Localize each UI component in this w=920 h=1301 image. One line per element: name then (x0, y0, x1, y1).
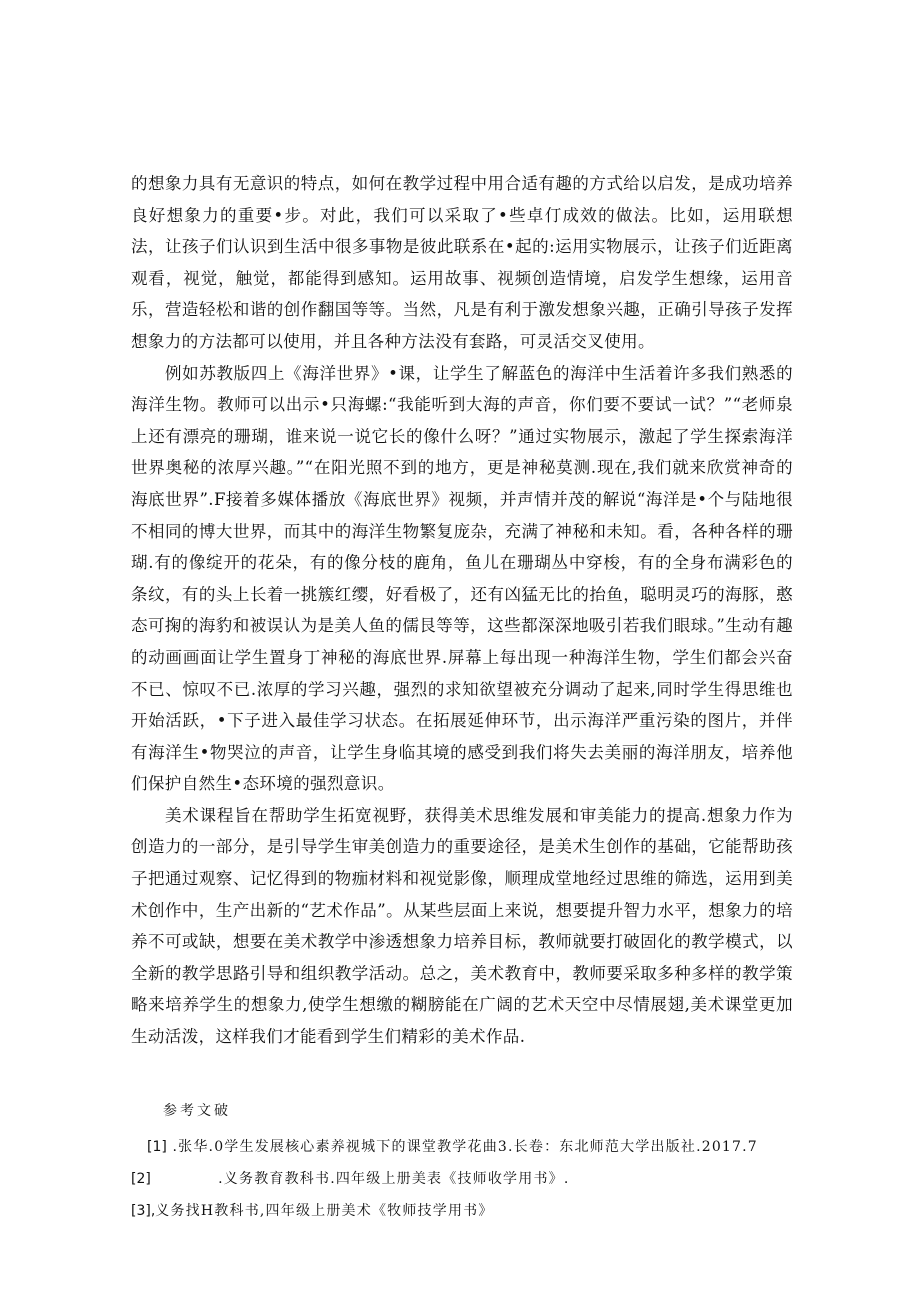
reference-item-1 (147, 1136, 758, 1156)
reference-item-3 (131, 1200, 494, 1220)
reference-text: .义务教育教科书.四年级上册美表《技师收学用书》. (218, 1171, 570, 1187)
paragraph-2: 例如苏教版四上《海洋世界》•课，让学生了解蓝色的海洋中生活着许多我们熟悉的海洋生物。教师可以出示•只海螺:“我能听到大海的声音，你们要不要试一试？”“老师泉上还有漂亮的珊瑚，谁来说一说它长的像什么呀？”通过实物展示，激起了学生探索海洋世界奥秘的浓厚兴趣。”“在阳光照不到的地方，更是神秘莫测.现在,我们就来欣赏神奇的海底世界”.F接着多媒体播放《海底世界》视频，并声情并茂的解说“海洋是•个与陆地很不相同的博大世界，而其中的海洋生物繁复庞杂，充满了神秘和未知。看，各种各样的珊瑚.有的像绽开的花朵，有的像分枝的鹿角，鱼儿在珊瑚丛中穿梭，有的全身布满彩色的条纹，有的头上长着一挑簇红缨，好看极了，还有凶猛无比的抬鱼，聪明灵巧的海豚，憨态可掬的海豹和被误认为是美人鱼的儒艮等等，这些都深深地吸引若我们眼球。”生动有趣的动画画面让学生置身丁神秘的海底世界.屏幕上每出现一种海洋生物，学生们都会兴奋不已、惊叹不已.浓厚的学习兴趣，强烈的求知欲望被充分调动了起来,同时学生得思维也开始活跃，•下子进入最佳学习状态。在拓展延伸环节，出示海洋严重污染的图片，并伴有海洋生•物哭泣的声音，让学生身临其境的感受到我们将失去美丽的海洋朋友，培养他们保护自然生•态环境的强烈意识。 (131, 363, 793, 794)
reference-number: [3], (131, 1203, 156, 1219)
references-title: 参考文破 (163, 1103, 231, 1119)
reference-item-2 (131, 1168, 570, 1188)
paragraph-3: 美术课程旨在帮助学生拓宽视野，获得美术思维发展和审美能力的提高.想象力作为创造力的一部分，是引导学生审美创造力的重要途径，是美术生创作的基础，它能帮助孩子把通过观察、记忆得到的物痂材料和视觉影像，顺理成堂地经过思维的筛选，运用到美术创作中，生产出新的“艺术作品”。从某些层面上来说，想要提升智力水平，想象力的培养不可或缺，想要在美术教学中渗透想象力培养目标，教师就要打破固化的教学模式，以全新的教学思路引导和组织教学活动。总之，美术教育中，教师要采取多种多样的教学策略来培养学生的想象力,使学生想缴的糊膀能在广阔的艺术天空中尽情展翅,美术课堂更加生动活泼，这样我们才能看到学生们精彩的美术作品. (131, 805, 793, 1047)
body-text (131, 168, 793, 1053)
reference-number: [1] (147, 1139, 167, 1155)
paragraph-1: 的想象力具有无意识的特点，如何在教学过程中用合适有趣的方式给以启发，是成功培养良好想象力的重要•步。对此，我们可以采取了•些卓仃成效的做法。比如，运用联想法，让孩子们认识到生活中很多事物是彼此联系在•起的:运用实物展示，让孩子们近距离观看，视觉，触觉，都能得到感知。运用故事、视频创造情境，启发学生想缘，运用音乐，营造轻松和谐的创作翻国等等。当然，凡是有利于激发想象兴趣，正确引导孩子发挥想象力的方法都可以使用，并且各种方法没有套路，可灵活交叉使用。 (131, 174, 793, 351)
reference-text: 义务找H教科书,四年级上册美术《牧师技学用书》 (155, 1203, 494, 1219)
reference-text: .张华.0学生发展核心素养视城下的课堂教学花曲3.长卷：东北师范大学出版社.2017.7 (172, 1139, 758, 1155)
reference-number: [2] (131, 1171, 151, 1187)
